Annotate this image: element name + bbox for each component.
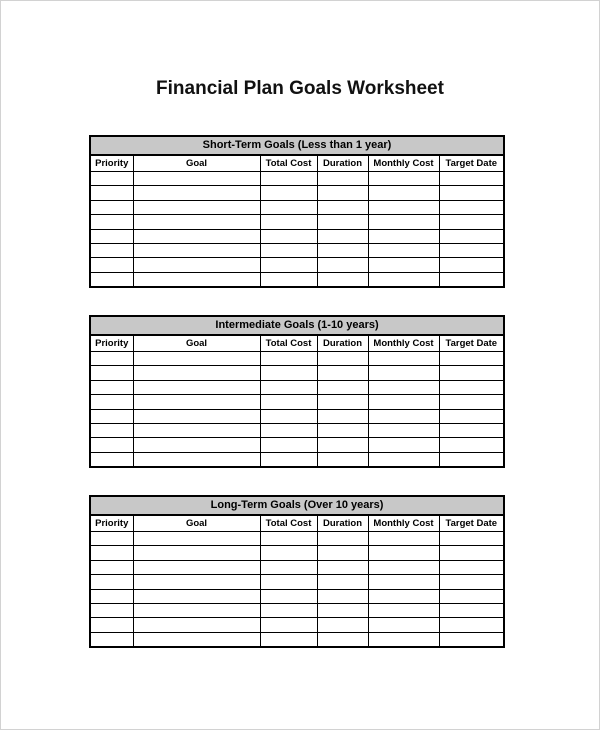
blank-cell [368,423,439,437]
blank-cell [439,366,504,380]
blank-cell [133,243,260,257]
blank-cell [368,229,439,243]
blank-cell [439,452,504,467]
blank-cell [439,632,504,647]
blank-cell [133,560,260,574]
column-header-duration: Duration [317,335,368,352]
blank-cell [439,589,504,603]
blank-cell [439,258,504,272]
blank-cell [317,186,368,200]
column-header-priority: Priority [90,515,133,532]
column-header-goal: Goal [133,515,260,532]
blank-cell [368,272,439,287]
long-term-goals-table [89,495,505,648]
blank-cell [133,200,260,214]
table-row [90,632,504,647]
blank-cell [90,272,133,287]
blank-cell [260,380,317,394]
blank-cell [317,395,368,409]
blank-cell [368,380,439,394]
blank-cell [439,423,504,437]
blank-cell [368,603,439,617]
blank-cell [133,452,260,467]
blank-cell [260,603,317,617]
blank-cell [90,575,133,589]
table-row [90,172,504,186]
section-heading: Intermediate Goals (1-10 years) [90,316,504,335]
intermediate-goals-table [89,315,505,468]
blank-cell [368,546,439,560]
blank-cell [317,229,368,243]
blank-cell [133,272,260,287]
blank-cell [90,200,133,214]
blank-cell [439,560,504,574]
table-row [90,452,504,467]
blank-cell [439,272,504,287]
blank-cell [368,258,439,272]
blank-cell [260,423,317,437]
blank-cell [439,409,504,423]
blank-cell [90,380,133,394]
column-header-total-cost: Total Cost [260,335,317,352]
blank-cell [439,575,504,589]
blank-cell [133,258,260,272]
blank-cell [133,632,260,647]
blank-cell [439,352,504,366]
table-row [90,603,504,617]
blank-cell [317,272,368,287]
blank-cell [368,438,439,452]
blank-cell [439,200,504,214]
blank-cell [90,560,133,574]
column-header-monthly-cost: Monthly Cost [368,335,439,352]
blank-cell [439,243,504,257]
table-row [90,546,504,560]
blank-cell [260,575,317,589]
blank-cell [439,532,504,546]
blank-cell [317,215,368,229]
table-row [90,589,504,603]
blank-cell [90,423,133,437]
blank-cell [317,618,368,632]
blank-cell [90,395,133,409]
blank-cell [133,575,260,589]
blank-cell [90,258,133,272]
blank-cell [368,409,439,423]
table-row [90,243,504,257]
blank-cell [317,589,368,603]
blank-cell [439,546,504,560]
blank-cell [317,632,368,647]
blank-cell [368,395,439,409]
blank-cell [368,200,439,214]
blank-cell [439,395,504,409]
blank-cell [317,546,368,560]
blank-cell [439,380,504,394]
blank-cell [133,589,260,603]
blank-cell [260,546,317,560]
blank-cell [133,532,260,546]
blank-cell [90,409,133,423]
table-row [90,575,504,589]
section-heading: Short-Term Goals (Less than 1 year) [90,136,504,155]
table-row [90,200,504,214]
blank-cell [260,186,317,200]
column-header-total-cost: Total Cost [260,155,317,172]
blank-cell [133,618,260,632]
table-row [90,618,504,632]
blank-cell [90,438,133,452]
blank-cell [368,215,439,229]
table-row [90,352,504,366]
blank-cell [90,603,133,617]
blank-cell [90,186,133,200]
blank-cell [260,172,317,186]
blank-cell [368,589,439,603]
blank-cell [90,532,133,546]
column-header-target-date: Target Date [439,155,504,172]
section-heading: Long-Term Goals (Over 10 years) [90,496,504,515]
column-header-duration: Duration [317,515,368,532]
blank-cell [260,243,317,257]
blank-cell [260,215,317,229]
blank-cell [133,423,260,437]
blank-cell [317,560,368,574]
blank-cell [260,560,317,574]
column-header-goal: Goal [133,335,260,352]
blank-cell [368,632,439,647]
short-term-goals-table [89,135,505,288]
table-row [90,215,504,229]
column-header-monthly-cost: Monthly Cost [368,155,439,172]
blank-cell [90,546,133,560]
table-row [90,438,504,452]
blank-rows [90,352,504,468]
blank-cell [368,560,439,574]
table-row [90,186,504,200]
blank-cell [260,366,317,380]
blank-cell [260,272,317,287]
blank-cell [133,546,260,560]
blank-cell [368,452,439,467]
blank-cell [90,632,133,647]
blank-cell [133,395,260,409]
blank-cell [90,618,133,632]
blank-cell [133,172,260,186]
blank-rows [90,172,504,288]
blank-cell [317,575,368,589]
blank-cell [260,589,317,603]
blank-cell [439,438,504,452]
blank-cell [133,186,260,200]
blank-cell [90,243,133,257]
blank-cell [368,186,439,200]
blank-cell [368,352,439,366]
blank-cell [133,229,260,243]
blank-cell [133,366,260,380]
blank-cell [317,200,368,214]
blank-cell [260,409,317,423]
blank-cell [260,352,317,366]
table-row [90,409,504,423]
blank-cell [260,532,317,546]
blank-cell [90,229,133,243]
column-header-target-date: Target Date [439,335,504,352]
blank-cell [439,186,504,200]
table-row [90,272,504,287]
blank-cell [317,172,368,186]
blank-cell [133,380,260,394]
blank-cell [439,215,504,229]
blank-cell [90,452,133,467]
blank-cell [260,229,317,243]
blank-cell [439,603,504,617]
blank-cell [317,423,368,437]
blank-cell [368,366,439,380]
blank-cell [317,532,368,546]
blank-cell [317,409,368,423]
blank-cell [368,618,439,632]
blank-cell [260,632,317,647]
table-row [90,560,504,574]
blank-rows [90,532,504,648]
blank-cell [133,352,260,366]
blank-cell [133,409,260,423]
blank-cell [317,380,368,394]
blank-cell [368,243,439,257]
column-header-target-date: Target Date [439,515,504,532]
blank-cell [317,438,368,452]
blank-cell [368,532,439,546]
blank-cell [317,603,368,617]
table-row [90,423,504,437]
blank-cell [133,603,260,617]
blank-cell [439,229,504,243]
blank-cell [260,438,317,452]
blank-cell [90,352,133,366]
column-header-priority: Priority [90,335,133,352]
blank-cell [439,172,504,186]
blank-cell [260,395,317,409]
blank-cell [317,366,368,380]
blank-cell [260,618,317,632]
blank-cell [439,618,504,632]
blank-cell [368,172,439,186]
blank-cell [90,215,133,229]
blank-cell [260,452,317,467]
blank-cell [90,172,133,186]
blank-cell [317,243,368,257]
blank-cell [90,589,133,603]
column-header-total-cost: Total Cost [260,515,317,532]
column-header-goal: Goal [133,155,260,172]
table-row [90,380,504,394]
blank-cell [368,575,439,589]
column-header-duration: Duration [317,155,368,172]
blank-cell [317,352,368,366]
blank-cell [317,258,368,272]
table-row [90,258,504,272]
column-header-priority: Priority [90,155,133,172]
page-title: Financial Plan Goals Worksheet [156,78,444,99]
blank-cell [317,452,368,467]
table-row [90,395,504,409]
blank-cell [133,215,260,229]
table-row [90,229,504,243]
table-row [90,532,504,546]
table-row [90,366,504,380]
blank-cell [133,438,260,452]
blank-cell [90,366,133,380]
blank-cell [260,258,317,272]
blank-cell [260,200,317,214]
column-header-monthly-cost: Monthly Cost [368,515,439,532]
